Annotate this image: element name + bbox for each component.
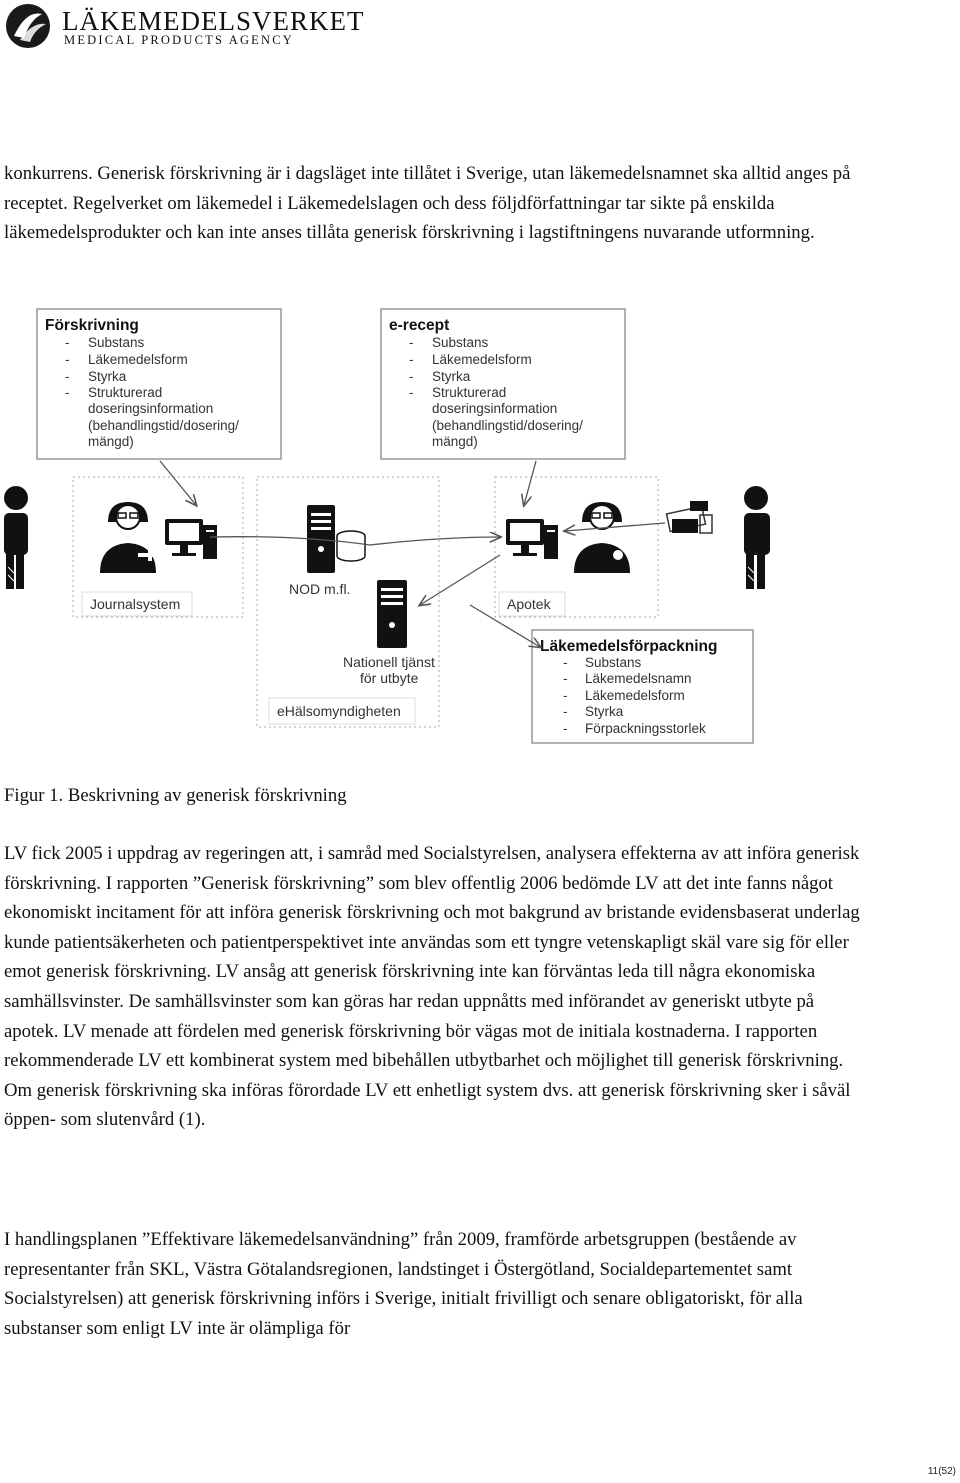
org-name: LÄKEMEDELSVERKET: [62, 6, 365, 36]
ehalso-label: eHälsomyndigheten: [277, 703, 401, 719]
forskrivning-box: [37, 309, 281, 459]
list-item: Läkemedelsnamn: [585, 671, 692, 686]
body-paragraph: I handlingsplanen ”Effektivare läkemedelsanvändning” från 2009, framförde arbetsgruppen (bestående av representanter från SKL, Västra Götalandsregionen, landstinget i Östergötland, Socialdepartementet samt Socialstyrelsen) att generisk förskrivning införs i Sverige, initialt frivilligt och senare obligatoriskt, för alla substanser som enligt LV inte är olämpliga för: [4, 1229, 803, 1339]
tjanst-label-2: för utbyte: [360, 670, 419, 686]
svg-text:-: -: [65, 385, 70, 400]
doctor-icon: [100, 502, 156, 573]
svg-text:-: -: [563, 704, 568, 719]
svg-text:-: -: [65, 352, 70, 367]
list-item-extra: mängd): [432, 434, 478, 449]
list-item: Förpackningsstorlek: [585, 721, 706, 736]
forpackning-box: [532, 630, 753, 743]
medicine-package-icon: [667, 501, 712, 533]
svg-text:-: -: [409, 335, 414, 350]
list-item: Substans: [432, 335, 489, 350]
list-item: Styrka: [432, 369, 471, 384]
tjanst-label-1: Nationell tjänst: [343, 654, 435, 670]
svg-text:-: -: [563, 688, 568, 703]
computer-right-icon: [506, 519, 558, 559]
list-item-extra: doseringsinformation: [432, 401, 558, 416]
server-utbyte-icon: [377, 580, 407, 648]
list-item: Läkemedelsform: [88, 352, 188, 367]
list-item: Läkemedelsform: [585, 688, 685, 703]
list-item: Substans: [585, 655, 642, 670]
agency-logo: [4, 2, 365, 50]
svg-text:-: -: [563, 655, 568, 670]
figure-caption: Figur 1. Beskrivning av generisk förskrivning: [4, 785, 347, 806]
list-item: Strukturerad: [432, 385, 507, 400]
computer-left-icon: [165, 519, 217, 559]
list-item-extra: doseringsinformation: [88, 401, 214, 416]
patient-left-icon: [4, 486, 28, 589]
nod-panel: [257, 477, 439, 727]
list-item: Läkemedelsform: [432, 352, 532, 367]
list-item: Substans: [88, 335, 145, 350]
erecept-title: e-recept: [389, 317, 450, 334]
org-subtitle: MEDICAL PRODUCTS AGENCY: [64, 33, 295, 47]
svg-text:-: -: [563, 721, 568, 736]
nod-label: NOD m.fl.: [289, 581, 351, 597]
pharmacist-icon: [574, 502, 630, 573]
list-item-extra: (behandlingstid/dosering/: [88, 418, 239, 433]
list-item-extra: (behandlingstid/dosering/: [432, 418, 583, 433]
list-item: Styrka: [88, 369, 127, 384]
apotek-label: Apotek: [507, 596, 551, 612]
forpackning-title: Läkemedelsförpackning: [540, 638, 718, 655]
list-item: Styrka: [585, 704, 624, 719]
body-paragraph: konkurrens. Generisk förskrivning är i dagsläget inte tillåtet i Sverige, utan läkemedelsnamnet ska alltid anges på receptet. Regelverket om läkemedel i Läkemedelslagen och dess följdförfattningar tar sikte på enskilda läkemedelsprodukter och kan inte anses tillåta generisk förskrivning i lagstiftningens nuvarande utformning.: [4, 163, 851, 244]
svg-text:-: -: [409, 369, 414, 384]
svg-text:-: -: [65, 335, 70, 350]
forskrivning-title: Förskrivning: [45, 317, 139, 334]
svg-text:-: -: [409, 385, 414, 400]
list-item-extra: mängd): [88, 434, 134, 449]
journal-label: Journalsystem: [90, 596, 181, 612]
agency-emblem-icon: [4, 2, 56, 50]
svg-text:-: -: [563, 671, 568, 686]
svg-text:-: -: [409, 352, 414, 367]
list-item: Strukturerad: [88, 385, 163, 400]
page-number: 11(52): [927, 1466, 956, 1477]
erecept-box: [381, 309, 625, 459]
body-paragraph: LV fick 2005 i uppdrag av regeringen att, i samråd med Socialstyrelsen, analysera effekterna av att införa generisk förskrivning. I rapporten ”Generisk förskrivning” som blev offentlig 2006 bedömde LV att det inte fanns något ekonomiskt incitament för att införa generisk förskrivning och mot bakgrund av bristande evidensbaserat underlag kunde patientsäkerheten och patientperspektivet inte användas som ett tyngre vetenskapligt skäl vare sig för eller emot generisk förskrivning. LV ansåg att generisk förskrivning inte kan förväntas leda till några ekonomiska samhällsvinster. De samhällsvinster som kan göras har redan uppnåtts med införandet av generiskt utbyte på apotek. LV menade att fördelen med generisk förskrivning bör vägas mot de initiala kostnaderna. I rapporten rekommenderade LV ett kombinerat system med bibehållen utbytbarhet och möjlighet till generisk förskrivning. Om generisk förskrivning ska införas förordade LV ett enhetligt system dvs. att generisk förskrivning sker i såväl öppen- som slutenvård (1).: [4, 843, 860, 1131]
svg-text:-: -: [65, 369, 70, 384]
patient-right-icon: [744, 486, 770, 589]
prescription-flow-diagram: [0, 305, 960, 755]
